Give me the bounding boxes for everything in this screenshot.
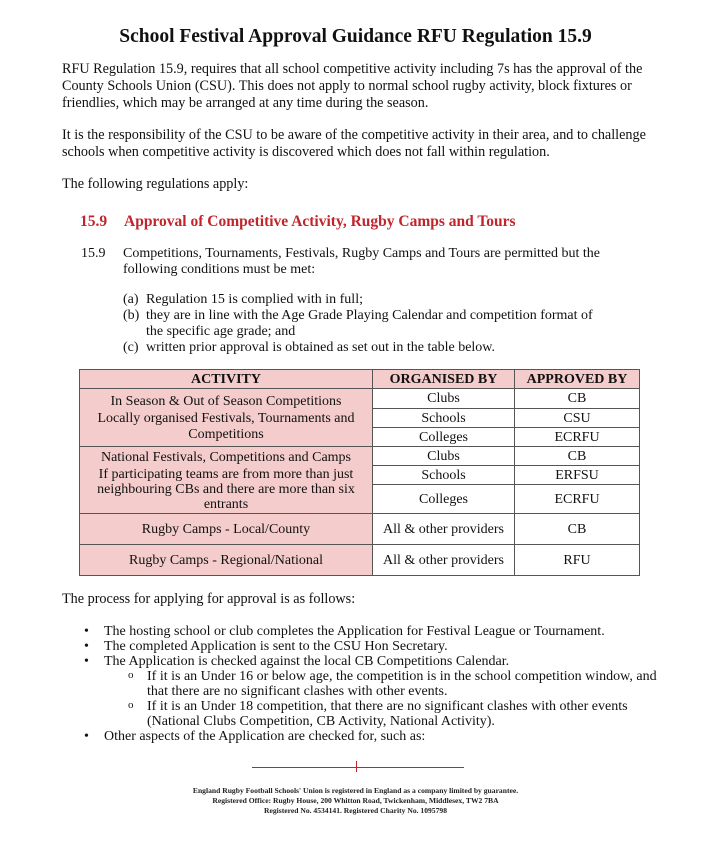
table-row: Colleges ECRFU: [80, 485, 640, 514]
section-heading: [80, 213, 516, 231]
regulation-number: 15.9: [81, 246, 106, 261]
page-title: School Festival Approval Guidance RFU Regulation 15.9: [119, 26, 592, 47]
regulation-text: Competitions, Tournaments, Festivals, Rugby Camps and Tours are permitted but the following conditions must be met:: [123, 246, 600, 277]
list-item: • The hosting school or club completes the Application for Festival League or Tournament.: [84, 624, 664, 639]
condition-c: (c) written prior approval is obtained as set out in the table below.: [123, 340, 496, 355]
list-item: • The completed Application is sent to the CSU Hon Secretary.: [84, 639, 664, 654]
table-row: Colleges ECRFU: [80, 428, 640, 447]
list-item: • The Application is checked against the local CB Competitions Calendar.: [84, 654, 664, 669]
header-activity: ACTIVITY: [80, 370, 373, 389]
condition-a: (a) Regulation 15 is complied with in full;: [123, 292, 363, 307]
sub-list-item: o If it is an Under 16 or below age, the competition is in the school competition window, and that there are no significant clashes with other events.: [84, 669, 664, 699]
header-organised-by: ORGANISED BY: [373, 370, 515, 389]
footer-divider-mark: [356, 761, 357, 772]
table-row: National Festivals, Competitions and Camps If participating teams are from more than just neighbouring CBs and there are more than six entrants Clubs CB: [80, 447, 640, 466]
section-title: Approval of Competitive Activity, Rugby Camps and Tours: [124, 213, 516, 230]
table-row: Rugby Camps - Regional/National All & other providers RFU: [80, 545, 640, 576]
activity-national-cell: National Festivals, Competitions and Camps If participating teams are from more than just neighbouring CBs and there are more than six entrants: [80, 447, 373, 514]
header-approved-by: APPROVED BY: [515, 370, 640, 389]
intro-paragraph-3: The following regulations apply:: [62, 176, 249, 192]
condition-b: (b) they are in line with the Age Grade Playing Calendar and competition format of the specific age grade; and: [123, 308, 593, 339]
footer-divider: [252, 767, 464, 768]
intro-paragraph-2: It is the responsibility of the CSU to be aware of the competitive activity in their area, and to challenge schools when competitive activity is discovered which does not fall within regulation.: [62, 127, 646, 160]
activity-local-cell: In Season & Out of Season Competitions Locally organised Festivals, Tournaments and Competitions: [80, 389, 373, 447]
sub-list-item: o If it is an Under 18 competition, that there are no significant clashes with other events (National Clubs Competition, CB Activity, National Activity).: [84, 699, 664, 729]
process-intro: The process for applying for approval is as follows:: [62, 591, 356, 607]
section-number: 15.9: [80, 213, 108, 230]
list-item: • Other aspects of the Application are checked for, such as:: [84, 729, 664, 744]
header-decoration: [318, 0, 393, 6]
process-list: [84, 624, 664, 744]
intro-paragraph-1: RFU Regulation 15.9, requires that all school competitive activity including 7s has the approval of the County Schools Union (CSU). This does not apply to normal school rugby activity, block fixtures or friendlies, which may be arranged at any time during the season.: [62, 61, 643, 111]
footer: England Rugby Football Schools' Union is registered in England as a company limited by guarantee. Registered Office: Rugby House, 200 Whitton Road, Twickenham, Middlesex, TW2 7BA Registered No. 4534141. Registered Charity No. 1095798: [192, 786, 519, 815]
table-row: Schools ERFSU: [80, 466, 640, 485]
table-row: Rugby Camps - Local/County All & other providers CB: [80, 514, 640, 545]
approval-table: [79, 369, 640, 576]
table-row: Schools CSU: [80, 409, 640, 428]
table-header-row: [80, 370, 640, 389]
table-row: In Season & Out of Season Competitions Locally organised Festivals, Tournaments and Competitions Clubs CB: [80, 389, 640, 409]
